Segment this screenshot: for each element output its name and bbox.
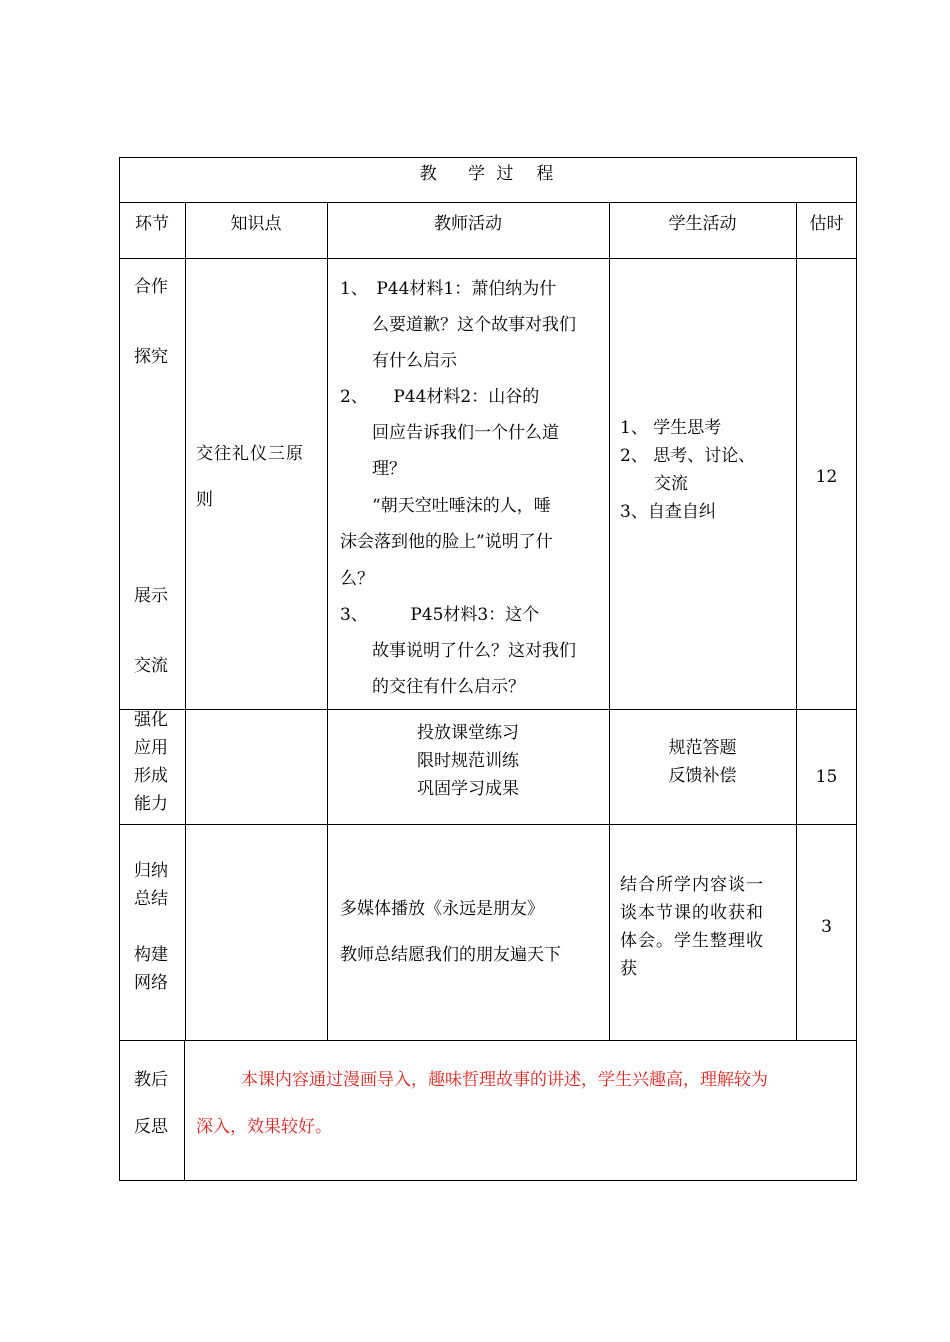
row2-teacher-line1: 投放课堂练习: [417, 723, 519, 743]
row2-stage-line3: 形成: [134, 766, 168, 786]
row3-stage-line4: 网络: [134, 973, 168, 993]
row2-student-line2: 反馈补偿: [668, 766, 737, 786]
row2-stage-line1: 强化: [134, 710, 168, 730]
header-knowledge: 知识点: [230, 214, 282, 234]
rule-header: [119, 258, 857, 259]
row1-stage-line1: 合作: [134, 277, 168, 297]
row2-teacher-line2: 限时规范训练: [417, 751, 519, 771]
rule-row2: [119, 824, 857, 825]
col-divider-1: [185, 202, 186, 1040]
row1-teacher-line4: 2、 P44材料2：山谷的: [340, 387, 540, 407]
row1-stage-line4: 交流: [134, 656, 168, 676]
row1-student-line2: 2、 思考、讨论、: [620, 446, 756, 466]
row1-knowledge-line2: 则: [196, 490, 213, 510]
row1-teacher-line7: “朝天空吐唾沫的人，唾: [372, 496, 551, 516]
row3-stage-line2: 总结: [134, 889, 168, 909]
reflection-label-line2: 反思: [134, 1117, 168, 1137]
row3-stage-line3: 构建: [134, 945, 168, 965]
row2-time: 15: [815, 767, 838, 787]
row1-time: 12: [815, 467, 838, 487]
table-title: 教 学 过 程: [419, 164, 557, 184]
row1-student-line1: 1、 学生思考: [620, 418, 722, 438]
row1-knowledge-line1: 交往礼仪三原: [196, 444, 304, 464]
row3-student-line4: 获: [620, 959, 637, 979]
row3-student-line3: 体会。学生整理收: [620, 931, 764, 951]
row2-stage-line2: 应用: [134, 738, 168, 758]
reflection-divider: [184, 1040, 185, 1181]
row1-teacher-line5: 回应告诉我们一个什么道: [372, 423, 559, 443]
row3-teacher-line2: 教师总结愿我们的朋友遍天下: [340, 945, 561, 965]
row1-teacher-line11: 故事说明了什么？这对我们: [372, 641, 576, 661]
row1-stage-line2: 探究: [134, 347, 168, 367]
rule-row1: [119, 709, 857, 710]
header-teacher: 教师活动: [434, 214, 502, 234]
header-student: 学生活动: [668, 214, 737, 234]
row1-teacher-line8: 沫会落到他的脸上”说明了什: [340, 532, 553, 552]
reflection-text-line1: 本课内容通过漫画导入，趣味哲理故事的讲述，学生兴趣高，理解较为: [241, 1070, 768, 1090]
row1-teacher-line1: 1、 P44材料1：萧伯纳为什: [340, 279, 557, 299]
row1-teacher-line6: 理？: [372, 459, 406, 479]
col-divider-3: [609, 202, 610, 1040]
rule-row3: [119, 1040, 857, 1041]
row2-student-line1: 规范答题: [668, 738, 737, 758]
lesson-process-table: [119, 157, 857, 1181]
row1-teacher-line10: 3、 P45材料3：这个: [340, 605, 540, 625]
col-divider-4: [796, 202, 797, 1040]
header-time: 估时: [809, 214, 844, 234]
row3-student-line1: 结合所学内容谈一: [620, 875, 764, 895]
row1-stage-line3: 展示: [134, 586, 168, 606]
header-stage: 环节: [135, 214, 169, 234]
row3-teacher-line1: 多媒体播放《永远是朋友》: [340, 899, 544, 919]
reflection-label-line1: 教后: [134, 1070, 168, 1090]
row1-teacher-line9: 么？: [340, 569, 374, 589]
row3-stage-line1: 归纳: [134, 861, 168, 881]
row1-student-line4: 3、自查自纠: [620, 502, 716, 522]
row2-teacher-line3: 巩固学习成果: [417, 779, 519, 799]
row1-teacher-line3: 有什么启示: [372, 351, 457, 371]
col-divider-2: [327, 202, 328, 1040]
row1-teacher-line12: 的交往有什么启示？: [372, 677, 525, 697]
row1-teacher-line2: 么要道歉？这个故事对我们: [372, 315, 576, 335]
reflection-text-line2: 深入，效果较好。: [196, 1117, 332, 1137]
row3-student-line2: 谈本节课的收获和: [620, 903, 764, 923]
row2-stage-line4: 能力: [134, 794, 168, 814]
row3-time: 3: [821, 917, 832, 937]
rule-title: [119, 202, 857, 203]
row1-student-line3: 交流: [654, 474, 688, 494]
